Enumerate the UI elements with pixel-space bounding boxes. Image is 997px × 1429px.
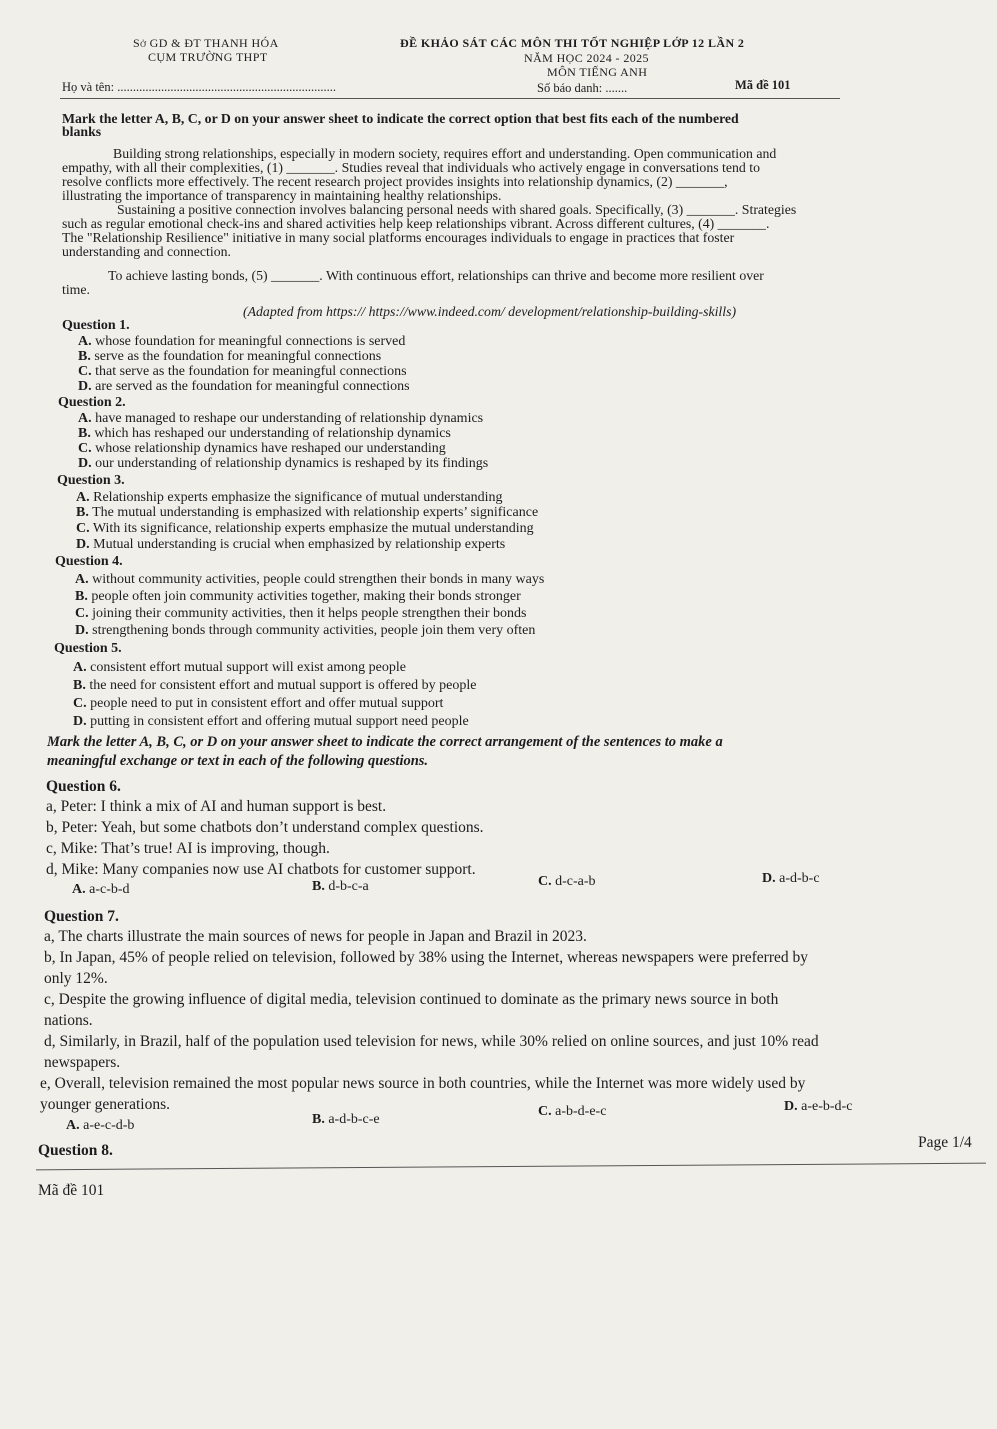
option-key: A.	[78, 334, 92, 349]
paragraph1-line2: empathy, with all their complexities, (1) _______. Studies reveal that individuals who actively engage in conversations tend to	[62, 160, 760, 175]
paragraph2-line1: Sustaining a positive connection involves balancing personal needs with shared goals. Specifically, (3) _______. Strategies	[117, 202, 797, 217]
q4-option-b[interactable]	[75, 589, 521, 605]
q7-option-c[interactable]	[538, 1104, 606, 1120]
option-text: d-b-c-a	[328, 879, 369, 894]
paragraph2-line4: understanding and connection.	[62, 244, 231, 259]
option-text: without community activities, people could strengthen their bonds in many ways	[92, 572, 545, 587]
section1-instruction-line2: blanks	[62, 124, 102, 139]
option-text: a-e-b-d-c	[801, 1099, 853, 1114]
option-text: have managed to reshape our understanding of relationship dynamics	[95, 411, 484, 426]
q7-option-d[interactable]	[784, 1099, 852, 1115]
option-text: joining their community activities, then it helps people strengthen their bonds	[92, 606, 527, 621]
q6-line-d: d, Mike: Many companies now use AI chatbots for customer support.	[46, 861, 476, 878]
option-key: B.	[312, 1112, 325, 1127]
option-text: a-b-d-e-c	[555, 1104, 607, 1119]
q7-line-e-cont: younger generations.	[40, 1096, 170, 1113]
q4-option-d[interactable]	[75, 623, 535, 639]
question-3-label: Question 3.	[57, 473, 125, 488]
department-name: Sở GD & ĐT THANH HÓA	[133, 36, 279, 50]
paragraph2-line3: The "Relationship Resilience" initiative in many social platforms encourages individuals to engage in practices that foster	[62, 230, 735, 245]
option-key: B.	[78, 349, 91, 364]
q1-option-c[interactable]	[78, 364, 407, 380]
q4-option-a[interactable]	[75, 572, 544, 588]
q1-option-b[interactable]	[78, 349, 381, 365]
section2-instruction-line2: meaningful exchange or text in each of the following questions.	[47, 753, 429, 769]
q2-option-c[interactable]	[78, 441, 446, 457]
option-text: our understanding of relationship dynamics is reshaped by its findings	[95, 456, 489, 471]
footer-divider	[36, 1163, 986, 1171]
question-label: Question 1.	[62, 318, 130, 333]
exam-code: Mã đề 101	[735, 78, 791, 92]
paragraph1-line3: resolve conflicts more effectively. The recent research project provides insights into relationship dynamics, (2) _______,	[62, 174, 728, 189]
option-key: C.	[76, 521, 90, 536]
option-key: D.	[76, 537, 90, 552]
q6-option-a[interactable]	[72, 882, 130, 898]
option-text: serve as the foundation for meaningful connections	[94, 349, 382, 364]
option-key: B.	[73, 678, 86, 693]
question-8-label: Question 8.	[38, 1142, 113, 1159]
question-6-label: Question 6.	[46, 778, 121, 795]
option-key: D.	[78, 456, 92, 471]
q7-line-c-cont: nations.	[44, 1012, 93, 1029]
q5-option-d[interactable]	[73, 714, 469, 730]
option-key: A.	[66, 1118, 80, 1133]
option-key: C.	[78, 441, 92, 456]
option-key: C.	[538, 874, 552, 889]
q7-line-b-cont: only 12%.	[44, 970, 108, 987]
option-key: A.	[76, 490, 90, 505]
question-1	[62, 318, 130, 334]
question-5-label: Question 5.	[54, 641, 122, 656]
option-text: people often join community activities together, making their bonds stronger	[91, 589, 521, 604]
option-text: With its significance, relationship experts emphasize the mutual understanding	[92, 521, 534, 536]
q7-option-b[interactable]	[312, 1112, 380, 1128]
footer-exam-code: Mã đề 101	[38, 1182, 105, 1199]
option-key: D.	[784, 1099, 798, 1114]
q6-line-a: a, Peter: I think a mix of AI and human support is best.	[46, 798, 387, 815]
page-number: Page 1/4	[918, 1134, 972, 1151]
option-key: B.	[312, 879, 325, 894]
option-text: are served as the foundation for meaningful connections	[95, 379, 410, 394]
option-text: people need to put in consistent effort and offer mutual support	[90, 696, 444, 711]
option-key: D.	[78, 379, 92, 394]
paragraph3-line2: time.	[62, 282, 90, 297]
section2-instruction-line1: Mark the letter A, B, C, or D on your answer sheet to indicate the correct arrangement of the sentences to make a	[47, 734, 723, 750]
q7-line-d-cont: newspapers.	[44, 1054, 121, 1071]
q2-option-b[interactable]	[78, 426, 451, 442]
section1-instruction-line1: Mark the letter A, B, C, or D on your answer sheet to indicate the correct option that best fits each of the numbered	[62, 111, 739, 126]
subject: MÔN TIẾNG ANH	[547, 65, 648, 79]
q7-option-a[interactable]	[66, 1118, 134, 1134]
q7-line-b: b, In Japan, 45% of people relied on television, followed by 38% using the Internet, whereas newspapers were preferred by	[44, 949, 808, 966]
paragraph1-line1: Building strong relationships, especially in modern society, requires effort and understanding. Open communication and	[113, 146, 777, 161]
school-year: NĂM HỌC 2024 - 2025	[524, 51, 649, 65]
option-text: Relationship experts emphasize the significance of mutual understanding	[93, 490, 503, 505]
paragraph1-line4: illustrating the importance of transparency in maintaining healthy relationships.	[62, 188, 502, 203]
option-text: the need for consistent effort and mutual support is offered by people	[89, 678, 477, 693]
option-key: A.	[75, 572, 89, 587]
option-key: C.	[538, 1104, 552, 1119]
option-key: C.	[78, 364, 92, 379]
option-key: D.	[73, 714, 87, 729]
q1-option-a[interactable]	[78, 334, 405, 350]
option-key: C.	[75, 606, 89, 621]
option-key: C.	[73, 696, 87, 711]
q3-option-a[interactable]	[76, 490, 503, 506]
q1-option-d[interactable]	[78, 379, 410, 395]
q3-option-c[interactable]	[76, 521, 534, 537]
exam-title: ĐỀ KHẢO SÁT CÁC MÔN THI TỐT NGHIỆP LỚP 12 LẦN 2	[400, 36, 745, 50]
q5-option-b[interactable]	[73, 678, 476, 694]
option-key: A.	[73, 660, 87, 675]
q7-line-e: e, Overall, television remained the most popular news source in both countries, while the Internet was more widely used by	[40, 1075, 806, 1092]
candidate-name-field: Họ và tên: ......................................................................	[62, 80, 336, 94]
question-7-label: Question 7.	[44, 908, 119, 925]
paragraph2-line2: such as regular emotional check-ins and shared activities help keep relationships vibrant. Across different cultures, (4) _______.	[62, 216, 770, 231]
option-key: B.	[76, 505, 89, 520]
option-key: D.	[75, 623, 89, 638]
option-text: a-e-c-d-b	[83, 1118, 135, 1133]
header-divider	[60, 98, 840, 99]
q5-option-a[interactable]	[73, 660, 406, 676]
option-text: which has reshaped our understanding of relationship dynamics	[94, 426, 451, 441]
option-text: a-d-b-c-e	[328, 1112, 380, 1127]
q3-option-d[interactable]	[76, 537, 505, 553]
candidate-number-field: Số báo danh: .......	[537, 81, 628, 95]
school-cluster: CỤM TRƯỜNG THPT	[148, 50, 268, 64]
option-key: B.	[78, 426, 91, 441]
option-text: whose relationship dynamics have reshaped our understanding	[95, 441, 446, 456]
option-text: that serve as the foundation for meaningful connections	[95, 364, 407, 379]
q5-option-c[interactable]	[73, 696, 443, 712]
option-key: A.	[78, 411, 92, 426]
q2-option-a[interactable]	[78, 411, 483, 427]
option-text: Mutual understanding is crucial when emphasized by relationship experts	[93, 537, 506, 552]
option-key: D.	[762, 871, 776, 886]
option-text: putting in consistent effort and offering mutual support need people	[90, 714, 469, 729]
q6-option-d[interactable]	[762, 871, 820, 887]
option-text: a-c-b-d	[89, 882, 130, 897]
q7-line-d: d, Similarly, in Brazil, half of the population used television for news, while 30% relied on online sources, and just 10% read	[44, 1033, 819, 1050]
option-text: strengthening bonds through community activities, people join them very often	[92, 623, 536, 638]
option-text: The mutual understanding is emphasized with relationship experts’ significance	[92, 505, 539, 520]
q6-line-b: b, Peter: Yeah, but some chatbots don’t understand complex questions.	[46, 819, 484, 836]
q6-line-c: c, Mike: That’s true! AI is improving, though.	[46, 840, 330, 857]
option-key: A.	[72, 882, 86, 897]
q6-option-b[interactable]	[312, 879, 369, 895]
question-2-label: Question 2.	[58, 395, 126, 410]
q7-line-c: c, Despite the growing influence of digital media, television continued to dominate as the primary news source in both	[44, 991, 779, 1008]
q2-option-d[interactable]	[78, 456, 488, 472]
option-text: whose foundation for meaningful connections is served	[95, 334, 406, 349]
option-key: B.	[75, 589, 88, 604]
paragraph3-line1: To achieve lasting bonds, (5) _______. With continuous effort, relationships can thrive and become more resilient over	[108, 268, 764, 283]
option-text: a-d-b-c	[779, 871, 820, 886]
q4-option-c[interactable]	[75, 606, 526, 622]
source-citation: (Adapted from https:// https://www.indeed.com/ development/relationship-building-skills)	[243, 304, 737, 319]
q3-option-b[interactable]	[76, 505, 538, 521]
option-text: consistent effort mutual support will exist among people	[90, 660, 406, 675]
q6-option-c[interactable]	[538, 874, 596, 890]
question-4-label: Question 4.	[55, 554, 123, 569]
q7-line-a: a, The charts illustrate the main sources of news for people in Japan and Brazil in 2023.	[44, 928, 587, 945]
option-text: d-c-a-b	[555, 874, 596, 889]
